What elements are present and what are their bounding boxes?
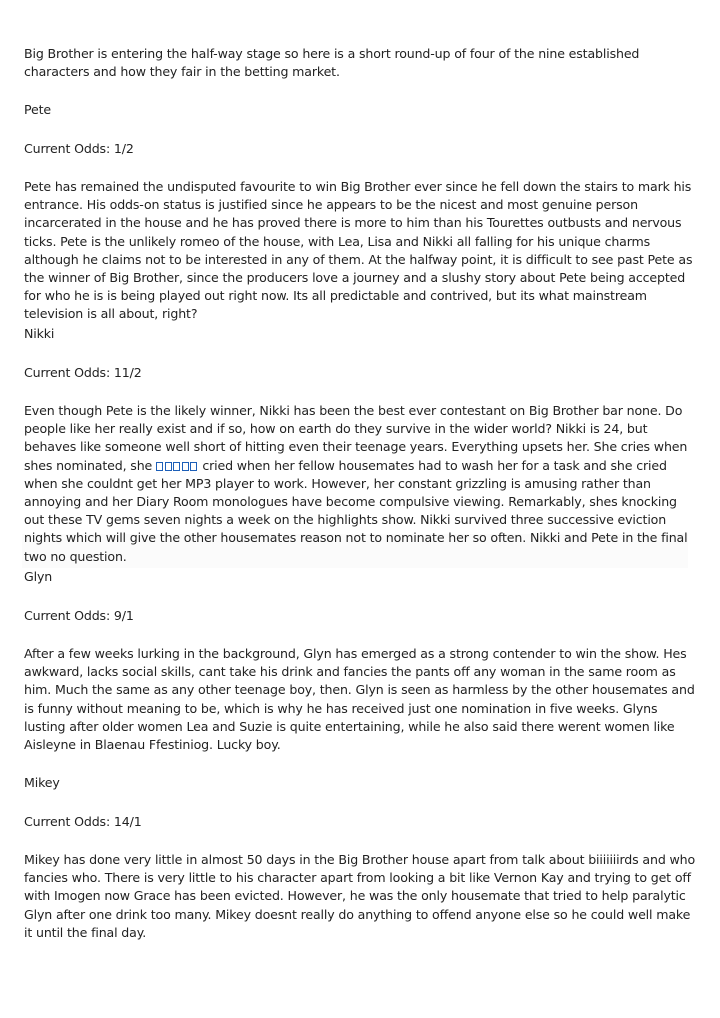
mikey-heading: Mikey bbox=[24, 775, 60, 790]
intro-paragraph: Big Brother is entering the half-way stage so here is a short round-up of four of the nine established characters and how they fair in the betting market. bbox=[24, 46, 640, 80]
pete-paragraph: Pete has remained the undisputed favourite to win Big Brother ever since he fell down the stairs to mark his entrance. His odds-on status is justified since he appears to be the nicest and most genuine person incarcerated in the house and he has proved there is more to him than his Tourettes outbusts and nervous ticks. Pete is the unlikely romeo of the house, with Lea, Lisa and Nikki all falling for his unique charms although he claims not to be interested in any of them. At the halfway point, it is difficult to see past Pete as the winner of Big Brother, since the producers love a journey and a slushy story about Pete being accepted for who he is is being played out right now. Its all predictable and contrived, but its what mainstream television is all about, right? bbox=[24, 179, 693, 322]
glyph-box bbox=[182, 462, 189, 471]
nikki-text-before-link: Even though Pete is the likely winner, Nikki has been the best ever contestant on Big Brother bar none. Do people like her really exist and if so, how on earth do they survive in the wider world? Nikki is 24, but behaves like someone well short of hitting even their teenage years. Everything upsets her. She cries when shes nominated, she bbox=[24, 403, 688, 473]
glyph-box bbox=[165, 462, 172, 471]
nikki-paragraph bbox=[24, 402, 700, 566]
mikey-odds: Current Odds: 14/1 bbox=[24, 814, 142, 829]
glyn-paragraph: After a few weeks lurking in the background, Glyn has emerged as a strong contender to win the show. Hes awkward, lacks social skills, cant take his drink and fancies the pants off any woman in the same room as him. Much the same as any other teenage boy, then. Glyn is seen as harmless by the other housemates and is funny without meaning to be, which is why he has received just one nomination in five weeks. Glyns lusting after older women Lea and Suzie is quite entertaining, while he also said there werent women like Aisleyne in Blaenau Ffestiniog. Lucky boy. bbox=[24, 646, 695, 753]
inline-link[interactable] bbox=[156, 458, 199, 473]
nikki-odds: Current Odds: 11/2 bbox=[24, 365, 142, 380]
nikki-heading: Nikki bbox=[24, 326, 55, 341]
glyn-heading: Glyn bbox=[24, 569, 53, 584]
glyph-box bbox=[156, 462, 163, 471]
nikki-text-after-link: cried when her fellow housemates had to wash her for a task and she cried when she couldnt get her MP3 player to work. However, her constant grizzling is amusing rather than annoying and her Diary Room monologues have become compulsive viewing. Remarkably, shes knocking out these TV gems seven nights a week on the highlights show. Nikki survived three successive eviction nights which will give the other housemates reason not to nominate her so often. Nikki and Pete in the final two no question. bbox=[24, 457, 688, 564]
glyph-box bbox=[190, 462, 197, 471]
glyn-odds: Current Odds: 9/1 bbox=[24, 608, 134, 623]
mikey-paragraph: Mikey has done very little in almost 50 days in the Big Brother house apart from talk about biiiiiiirds and who fancies who. There is very little to his character apart from looking a bit like Vernon Kay and trying to get off with Imogen now Grace has been evicted. However, he was the only housemate that tried to help paralytic Glyn after one drink too many. Mikey doesnt really do anything to offend anyone else so he could well make it until the final day. bbox=[24, 852, 696, 940]
pete-heading: Pete bbox=[24, 102, 51, 117]
glyph-box bbox=[173, 462, 180, 471]
pete-odds: Current Odds: 1/2 bbox=[24, 141, 134, 156]
